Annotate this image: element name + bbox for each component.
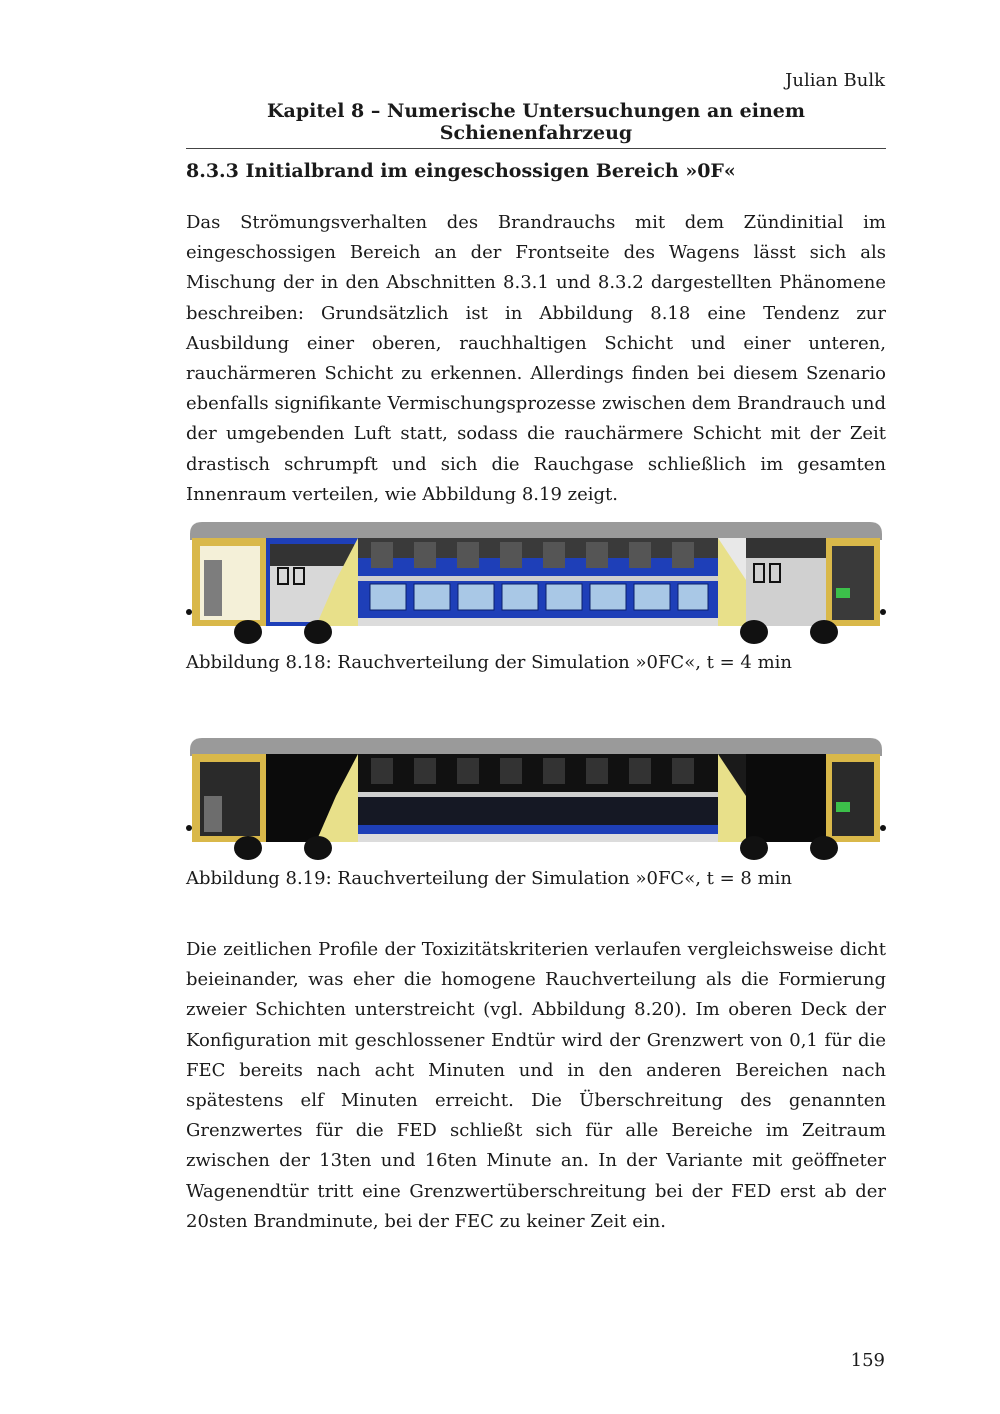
running-header-chapter: Kapitel 8 – Numerische Untersuchungen an einem Schienenfahrzeug [186,100,886,149]
figure-caption: Abbildung 8.18: Rauchverteilung der Simulation »0FC«, t = 4 min [186,652,793,673]
train-smoke-rendering-8min [186,736,886,862]
figure-caption: Abbildung 8.19: Rauchverteilung der Simulation »0FC«, t = 8 min [186,868,793,889]
figure-8-18 [186,520,886,646]
figure-8-19 [186,736,886,862]
page-number: 159 [850,1350,885,1371]
body-paragraph: Das Strömungsverhalten des Brandrauchs mit dem Zündinitial im eingeschossigen Bereich an der Frontseite des Wagens lässt sich als Mischung der in den Abschnitten 8.3.1 und 8.3.2 dargestellten Phänomene beschreiben: Grundsätzlich ist in Abbildung 8.18 eine Tendenz zur Ausbildung einer oberen, rauchhaltigen Schicht und einer unteren, rauchärmeren Schicht zu erkennen. Allerdings finden bei diesem Szenario ebenfalls signifikante Vermischungsprozesse zwischen dem Brandrauch und der umgebenden Luft statt, sodass die rauchärmere Schicht mit der Zeit drastisch schrumpft und sich die Rauchgase schließlich im gesamten Innenraum verteilen, wie Abbildung 8.19 zeigt. [186,212,886,505]
running-header-author: Julian Bulk [785,70,885,91]
body-paragraph: Die zeitlichen Profile der Toxizitätskriterien verlaufen vergleichsweise dicht beieinander, was eher die homogene Rauchverteilung als die Formierung zweier Schichten unterstreicht (vgl. Abbildung 8.20). Im oberen Deck der Konfiguration mit geschlossener Endtür wird der Grenzwert von 0,1 für die FEC bereits nach acht Minuten und in den anderen Bereichen nach spätestens elf Minuten erreicht. Die Überschreitung des genannten Grenzwertes für die FED schließt sich für alle Bereiche im Zeitraum zwischen der 13ten und 16ten Minute an. In der Variante mit geöffneter Wagenendtür tritt eine Grenzwertüberschreitung bei der FED erst ab der 20sten Brandminute, bei der FEC zu keiner Zeit ein. [186,939,886,1232]
train-smoke-rendering-4min [186,520,886,646]
section-heading: 8.3.3 Initialbrand im eingeschossigen Bereich »0F« [186,160,736,182]
